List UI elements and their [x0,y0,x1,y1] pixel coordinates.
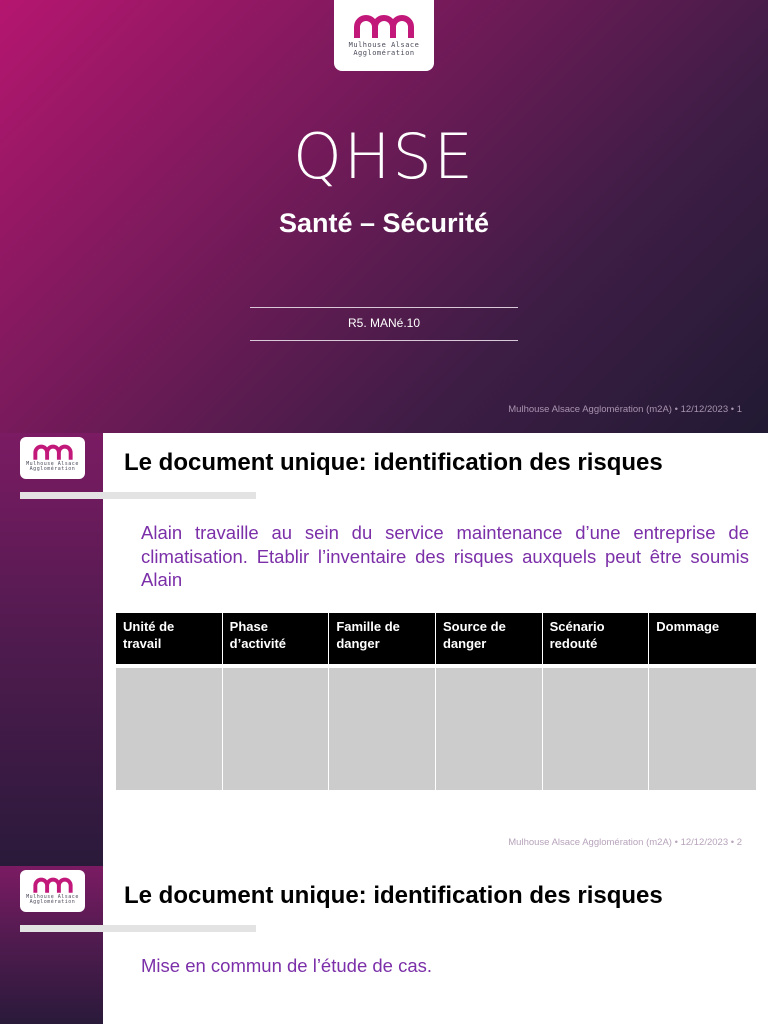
table-cell [436,664,543,790]
m2a-logo-icon [353,14,415,40]
column-header: Phase d’activité [223,613,330,664]
m2a-logo-icon [32,444,74,461]
table-cell [223,664,330,790]
divider-top [250,307,518,308]
logo-wordmark: Mulhouse Alsace Agglomération [26,460,79,472]
document-code: R5. MANé.10 [347,316,421,330]
slide-footer: Mulhouse Alsace Agglomération (m2A) • 12/12/2023 • 1 [508,404,742,415]
instruction-text: Mise en commun de l’étude de cas. [141,955,433,976]
table-cell [116,664,223,790]
divider-bottom [250,340,518,341]
m2a-logo-icon [32,877,74,894]
m2a-logo [20,870,85,912]
slide-3 [0,866,768,1024]
title-underline-bar [20,492,256,499]
column-header: Dommage [649,613,756,664]
slide-1 [0,0,768,433]
column-header: Unité de travail [116,613,223,664]
slide-2 [0,433,768,866]
logo-wordmark: Mulhouse Alsace Agglomération [348,41,420,57]
m2a-logo [334,0,434,71]
case-study-text: Alain travaille au sein du service maintenance d’une entreprise de climatisation. Etablir l’inventaire des risques auxquels peut être soumis Alain [141,522,749,590]
risk-inventory-table [116,613,756,790]
slide-footer: Mulhouse Alsace Agglomération (m2A) • 12/12/2023 • 2 [508,837,742,848]
slide-title: Le document unique: identification des risques [124,882,663,909]
table-header-row [116,613,756,664]
table-cell [649,664,756,790]
title-underline-bar [20,925,256,932]
table-cell [543,664,650,790]
table-cell [329,664,436,790]
column-header: Famille de danger [329,613,436,664]
m2a-logo [20,437,85,479]
presentation-title: QHSE [293,120,475,193]
column-header: Scénario redouté [543,613,650,664]
slide-title: Le document unique: identification des risques [124,449,663,476]
presentation-subtitle: Santé – Sécurité [278,208,490,238]
column-header: Source de danger [436,613,543,664]
table-row [116,664,756,790]
logo-wordmark: Mulhouse Alsace Agglomération [26,893,79,905]
